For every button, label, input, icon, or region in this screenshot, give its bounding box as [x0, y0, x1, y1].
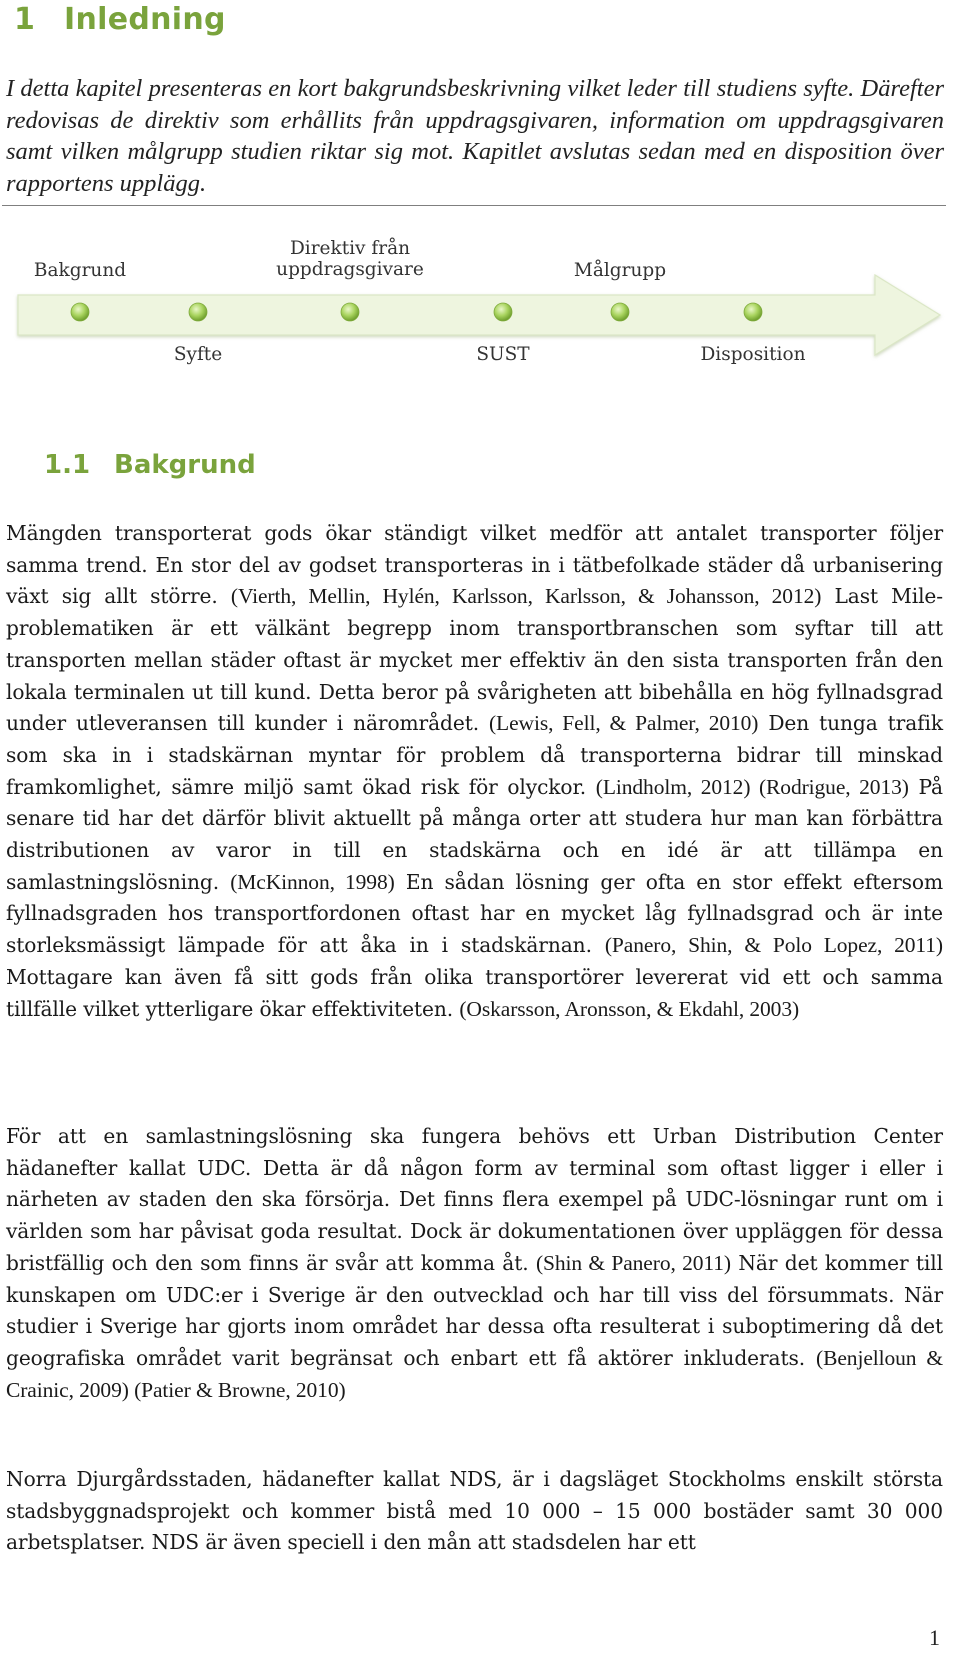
citation: (Oskarsson, Aronsson, & Ekdahl, 2003) [459, 996, 800, 1021]
label-direktiv-line1: Direktiv från [289, 238, 411, 259]
paragraph-udc [6, 1121, 943, 1406]
citation: (McKinnon, 1998) [230, 869, 395, 894]
section-heading [44, 450, 256, 480]
timeline-dot-bakgrund [71, 303, 89, 321]
timeline-dot-syfte [189, 303, 207, 321]
chapter-number: 1 [14, 2, 36, 37]
text-run: För att en samlastningslösning ska fungera behövs ett Urban Distribution Center hädanefter kallat UDC. Detta är då någon form av terminal som oftast ligger i eller i närheten av staden den ska försörja. Det finns flera exempel på UDC-lösningar runt om i världen som har påvisat goda resultat. Dock är dokumentationen över uppläggen för dessa bristfällig och den som finns är svår att komma åt. [6, 1124, 943, 1275]
citation: (Benjelloun & Crainic, 2009) (Patier & Browne, 2010) [6, 1345, 943, 1402]
timeline-graphic [0, 230, 960, 400]
text-run: Mängden transporterat gods ökar ständigt vilket medför att antalet transporter följer samma trend. En stor del av godset transporteras in i tätbefolkade städer då urbanisering växt sig allt större. [6, 521, 943, 609]
chapter-heading [8, 2, 226, 37]
paragraph-nds [6, 1464, 943, 1559]
text-run: När det kommer till kunskapen om UDC:er i Sverige är den outvecklad och har till viss del försummats. När studier i Sverige har gjorts inom området har dessa ofta resulterat i suboptimering då det geografiska området varit begränsat och enbart ett få aktörer inkluderats. [6, 1250, 943, 1370]
timeline-dot-direktiv [341, 303, 359, 321]
text-run: Last Mile-problematiken är ett välkänt begrepp inom transportbranschen som syftar till att transporten mellan städer oftast är mycket mer effektiv än den sista transporten från den lokala terminalen ut till kund. Detta beror på svårigheten att bibehålla en hög fyllnadsgrad under utleveransen till kunder i närområdet. [6, 584, 944, 736]
text-run: Norra Djurgårdsstaden, hädanefter kallat NDS, är i dagsläget Stockholms enskilt största stadsbyggnadsprojekt och kommer bistå med 10 000 – 15 000 bostäder samt 30 000 arbetsplatser. NDS är även speciell i den mån att stadsdelen har ett [6, 1467, 943, 1555]
section-title: Bakgrund [114, 450, 256, 480]
label-disposition: Disposition [700, 344, 806, 365]
chapter-intro: I detta kapitel presenteras en kort bakgrundsbeskrivning vilket leder till studiens syfte. Därefter redovisas de direktiv som erhållits från uppdragsgivaren, information om uppdragsgivaren samt vilken målgrupp studien riktar sig mot. Kapitlet avslutas sedan med en disposition över rapportens upplägg. [6, 75, 944, 197]
label-malgrupp: Målgrupp [573, 260, 667, 281]
label-bakgrund: Bakgrund [33, 260, 127, 281]
label-syfte: Syfte [173, 344, 223, 365]
label-direktiv-line2: uppdragsgivare [276, 259, 424, 280]
text-run: Mottagare kan även få sitt gods från olika transportörer levererat vid ett och samma tillfälle vilket ytterligare ökar effektiviteten. [6, 964, 943, 1021]
text-run: På senare tid har det därför blivit aktuellt på många orter att studera hur man kan förbättra distributionen av varor in till en stadskärna och en idé är att tillämpa en samlastningslösning. [6, 774, 943, 894]
label-sust: SUST [476, 344, 530, 365]
intro-divider [2, 205, 946, 206]
section-number: 1.1 [44, 450, 91, 480]
timeline-arrow [18, 275, 940, 355]
page-number: 1 [929, 1625, 940, 1650]
citation: (Shin & Panero, 2011) [535, 1250, 731, 1275]
paragraph-background [6, 518, 943, 1025]
citation: (Panero, Shin, & Polo Lopez, 2011) [604, 933, 943, 958]
citation: (Lindholm, 2012) (Rodrigue, 2013) [595, 774, 909, 799]
chapter-title: Inledning [64, 2, 226, 37]
citation: (Lewis, Fell, & Palmer, 2010) [489, 711, 759, 736]
disposition-timeline [0, 230, 960, 400]
timeline-dot-sust [494, 303, 512, 321]
timeline-dot-disposition [744, 303, 762, 321]
timeline-dot-malgrupp [611, 303, 629, 321]
citation: (Vierth, Mellin, Hylén, Karlsson, Karlsson, & Johansson, 2012) [230, 584, 822, 609]
text-run: En sådan lösning ger ofta en stor effekt eftersom fyllnadsgraden hos transportfordonen oftast har en mycket låg fyllnadsgrad och är inte storleksmässigt lämpade för att åka in i stadskärnan. [6, 869, 943, 958]
text-run: Den tunga trafik som ska in i stadskärnan myntar för problem då transporterna bidrar till minskad framkomlighet, sämre miljö samt ökad risk för olyckor. [6, 711, 943, 799]
